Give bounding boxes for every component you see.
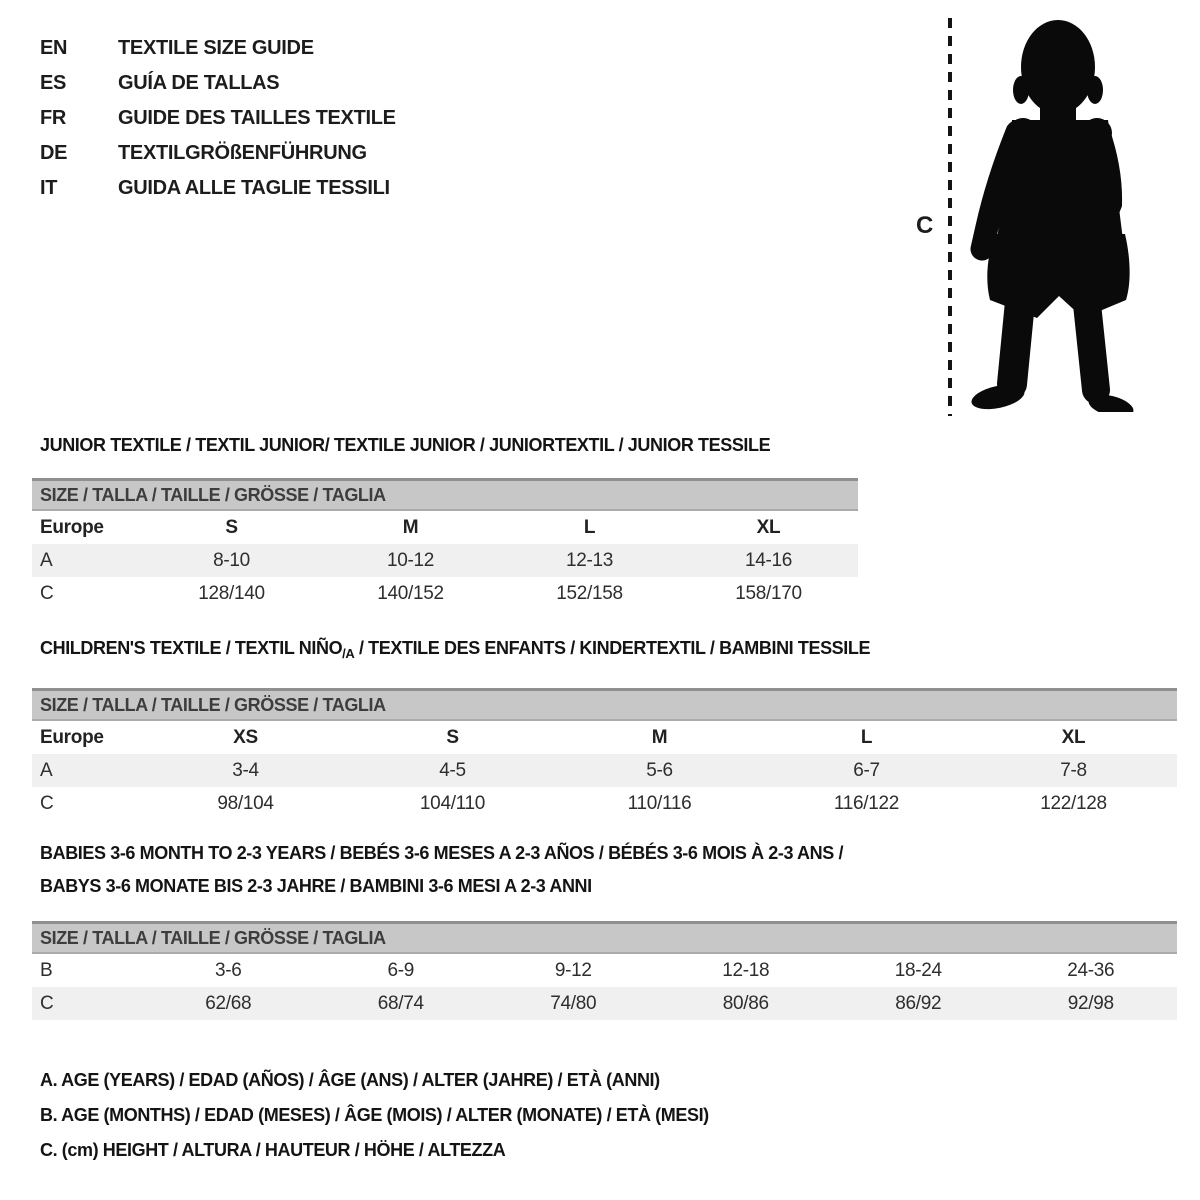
value-cell: 10-12 <box>386 549 435 571</box>
guide-title-it: GUIDA ALLE TAGLIE TESSILI <box>118 177 390 199</box>
value-cell: 68/74 <box>377 992 424 1014</box>
row-label: C <box>40 992 54 1014</box>
toddler-silhouette-icon <box>965 12 1137 412</box>
babies-size-header-bar <box>32 921 1177 954</box>
value-cell: 152/158 <box>556 582 623 604</box>
value-cell: 92/98 <box>1067 992 1114 1014</box>
language-code: ES <box>40 72 67 94</box>
junior-column-header-row <box>32 511 858 544</box>
value-cell: 5-6 <box>646 759 673 781</box>
babies-row-height <box>32 987 1177 1020</box>
legend-line-height-cm: C. (cm) HEIGHT / ALTURA / HAUTEUR / HÖHE / ALTEZZA <box>40 1140 506 1160</box>
height-measure-label: C <box>916 212 934 239</box>
size-column: S <box>225 516 238 538</box>
row-label: C <box>40 792 54 814</box>
guide-title-de: TEXTILGRÖßENFÜHRUNG <box>118 142 367 164</box>
value-cell: 62/68 <box>205 992 252 1014</box>
value-cell: 6-9 <box>387 959 415 981</box>
value-cell: 140/152 <box>377 582 444 604</box>
value-cell: 116/122 <box>833 792 900 814</box>
junior-section-title: JUNIOR TEXTILE / TEXTIL JUNIOR/ TEXTILE JUNIOR / JUNIORTEXTIL / JUNIOR TESSILE <box>40 435 771 455</box>
size-bar-label: SIZE / TALLA / TAILLE / GRÖSSE / TAGLIA <box>40 694 386 715</box>
junior-size-header-bar <box>32 478 858 511</box>
value-cell: 12-18 <box>722 959 770 981</box>
junior-row-age <box>32 544 858 577</box>
language-code: EN <box>40 37 68 59</box>
value-cell: 4-5 <box>439 759 466 781</box>
size-column: L <box>860 726 873 748</box>
children-size-header-bar <box>32 688 1177 721</box>
row-label: A <box>40 759 53 781</box>
size-column: M <box>402 516 419 538</box>
babies-row-age-months <box>32 954 1177 987</box>
row-label: B <box>40 959 53 981</box>
size-column: XL <box>756 516 781 538</box>
legend-line-age-years: A. AGE (YEARS) / EDAD (AÑOS) / ÂGE (ANS) / ALTER (JAHRE) / ETÀ (ANNI) <box>40 1070 660 1090</box>
size-column: S <box>446 726 459 748</box>
value-cell: 80/86 <box>722 992 769 1014</box>
value-cell: 86/92 <box>895 992 942 1014</box>
value-cell: 3-4 <box>232 759 259 781</box>
value-cell: 14-16 <box>744 549 793 571</box>
value-cell: 18-24 <box>894 959 942 981</box>
babies-section-title-line1: BABIES 3-6 MONTH TO 2-3 YEARS / BEBÉS 3-6 MESES A 2-3 AÑOS / BÉBÉS 3-6 MOIS À 2-3 ANS / <box>40 843 844 863</box>
guide-title-fr: GUIDE DES TAILLES TEXTILE <box>118 107 396 129</box>
babies-section-title-line2: BABYS 3-6 MONATE BIS 2-3 JAHRE / BAMBINI 3-6 MESI A 2-3 ANNI <box>40 876 592 896</box>
language-code: IT <box>40 177 58 199</box>
children-column-header-row <box>32 721 1177 754</box>
size-column: L <box>583 516 596 538</box>
value-cell: 9-12 <box>554 959 592 981</box>
language-title-list <box>40 31 396 206</box>
row-label: C <box>40 582 54 604</box>
language-row-it <box>40 171 396 206</box>
size-column: XL <box>1061 726 1086 748</box>
value-cell: 7-8 <box>1060 759 1087 781</box>
language-row-en <box>40 31 396 66</box>
size-bar-label: SIZE / TALLA / TAILLE / GRÖSSE / TAGLIA <box>40 484 386 505</box>
value-cell: 110/116 <box>627 792 692 814</box>
size-column: M <box>651 726 668 748</box>
language-code: DE <box>40 142 68 164</box>
region-label: Europe <box>40 726 104 748</box>
language-row-es <box>40 66 396 101</box>
value-cell: 104/110 <box>419 792 486 814</box>
children-section-title <box>40 638 870 661</box>
children-title-subscript: /A <box>342 646 355 661</box>
height-measure-dashed-line <box>948 18 952 416</box>
value-cell: 3-6 <box>214 959 242 981</box>
value-cell: 6-7 <box>853 759 880 781</box>
junior-row-height <box>32 577 858 610</box>
language-code: FR <box>40 107 67 129</box>
children-title-prefix: CHILDREN'S TEXTILE / TEXTIL NIÑO <box>40 638 343 658</box>
children-row-height <box>32 787 1177 820</box>
children-row-age <box>32 754 1177 787</box>
value-cell: 128/140 <box>198 582 265 604</box>
value-cell: 8-10 <box>213 549 250 571</box>
value-cell: 24-36 <box>1067 959 1115 981</box>
guide-title-es: GUÍA DE TALLAS <box>118 72 280 94</box>
guide-title-en: TEXTILE SIZE GUIDE <box>118 37 314 59</box>
legend-line-age-months: B. AGE (MONTHS) / EDAD (MESES) / ÂGE (MOIS) / ALTER (MONATE) / ETÀ (MESI) <box>40 1105 709 1125</box>
value-cell: 122/128 <box>1040 792 1107 814</box>
value-cell: 158/170 <box>735 582 802 604</box>
value-cell: 12-13 <box>565 549 614 571</box>
language-row-de <box>40 136 396 171</box>
size-column: XS <box>233 726 258 748</box>
children-title-suffix: / TEXTILE DES ENFANTS / KINDERTEXTIL / BAMBINI TESSILE <box>354 638 871 658</box>
language-row-fr <box>40 101 396 136</box>
row-label: A <box>40 549 53 571</box>
size-bar-label: SIZE / TALLA / TAILLE / GRÖSSE / TAGLIA <box>40 927 386 948</box>
region-label: Europe <box>40 516 104 538</box>
value-cell: 74/80 <box>550 992 597 1014</box>
value-cell: 98/104 <box>217 792 274 814</box>
